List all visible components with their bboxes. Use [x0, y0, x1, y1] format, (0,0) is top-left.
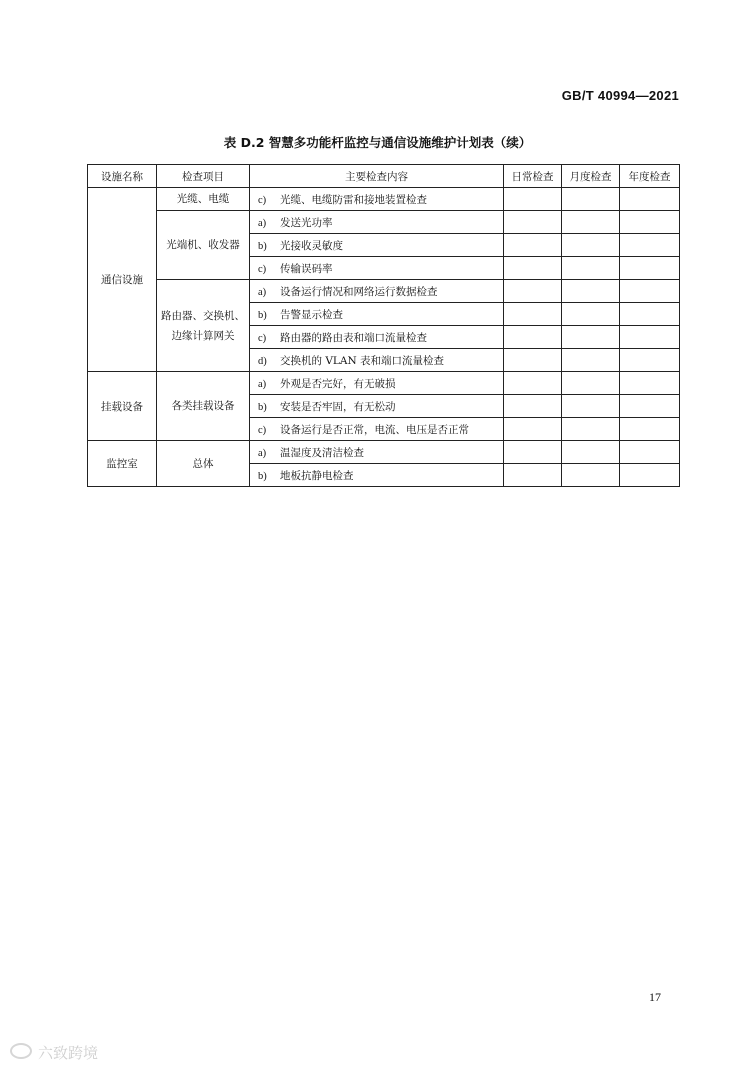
content-cell [250, 188, 504, 211]
content-text: 温湿度及清洁检查 [280, 446, 364, 459]
item-cell: 总体 [157, 441, 250, 487]
page-number: 17 [649, 990, 661, 1004]
yearly-cell [620, 257, 680, 280]
content-cell [250, 464, 504, 487]
daily-cell [504, 303, 562, 326]
table-header-row [88, 165, 680, 188]
content-text: 设备运行是否正常，电流、电压是否正常 [280, 423, 469, 436]
table-row [88, 188, 680, 211]
content-text: 设备运行情况和网络运行数据检查 [280, 285, 438, 298]
table-row [88, 372, 680, 395]
watermark-text: 六致跨境 [38, 1044, 99, 1062]
daily-cell [504, 464, 562, 487]
content-cell [250, 257, 504, 280]
monthly-cell [562, 188, 620, 211]
content-cell [250, 234, 504, 257]
content-text: 交换机的 VLAN 表和端口流量检查 [280, 354, 445, 367]
facility-cell: 挂载设备 [88, 372, 157, 441]
content-text: 传输误码率 [280, 262, 333, 275]
content-text: 安装是否牢固，有无松动 [280, 400, 396, 413]
item-marker: c) [258, 332, 267, 344]
monthly-cell [562, 257, 620, 280]
item-cell: 路由器、交换机、边缘计算网关 [157, 280, 250, 372]
item-marker: b) [258, 401, 267, 413]
col-header-monthly: 月度检查 [562, 165, 620, 188]
col-header-yearly: 年度检查 [620, 165, 680, 188]
monthly-cell [562, 326, 620, 349]
table-row [88, 441, 680, 464]
content-text: 外观是否完好，有无破损 [280, 377, 396, 390]
yearly-cell [620, 280, 680, 303]
daily-cell [504, 349, 562, 372]
item-marker: a) [258, 286, 267, 298]
content-cell [250, 326, 504, 349]
daily-cell [504, 257, 562, 280]
yearly-cell [620, 303, 680, 326]
monthly-cell [562, 303, 620, 326]
content-cell [250, 303, 504, 326]
item-marker: c) [258, 194, 267, 206]
content-text: 发送光功率 [280, 216, 333, 229]
monthly-cell [562, 395, 620, 418]
col-header-content: 主要检查内容 [250, 165, 504, 188]
daily-cell [504, 395, 562, 418]
daily-cell [504, 211, 562, 234]
yearly-cell [620, 395, 680, 418]
col-header-item: 检查项目 [157, 165, 250, 188]
daily-cell [504, 280, 562, 303]
daily-cell [504, 372, 562, 395]
item-marker: a) [258, 217, 267, 229]
item-cell: 光缆、电缆 [157, 188, 250, 211]
monthly-cell [562, 441, 620, 464]
content-cell [250, 395, 504, 418]
yearly-cell [620, 349, 680, 372]
yearly-cell [620, 326, 680, 349]
item-marker: c) [258, 424, 267, 436]
monthly-cell [562, 234, 620, 257]
monthly-cell [562, 349, 620, 372]
yearly-cell [620, 211, 680, 234]
content-cell [250, 372, 504, 395]
daily-cell [504, 234, 562, 257]
facility-cell: 监控室 [88, 441, 157, 487]
daily-cell [504, 418, 562, 441]
watermark-logo-icon [10, 1043, 32, 1059]
content-cell [250, 441, 504, 464]
daily-cell [504, 326, 562, 349]
item-marker: c) [258, 263, 267, 275]
col-header-daily: 日常检查 [504, 165, 562, 188]
table-row [88, 280, 680, 303]
yearly-cell [620, 188, 680, 211]
standard-number: GB/T 40994—2021 [561, 88, 679, 103]
item-cell: 各类挂载设备 [157, 372, 250, 441]
item-marker: a) [258, 378, 267, 390]
content-cell [250, 418, 504, 441]
watermark [10, 1040, 102, 1064]
content-text: 光接收灵敏度 [280, 239, 343, 252]
item-marker: b) [258, 470, 267, 482]
content-cell [250, 349, 504, 372]
content-cell [250, 280, 504, 303]
yearly-cell [620, 372, 680, 395]
content-text: 告警显示检查 [280, 308, 343, 321]
yearly-cell [620, 441, 680, 464]
daily-cell [504, 441, 562, 464]
content-text: 路由器的路由表和端口流量检查 [280, 331, 427, 344]
yearly-cell [620, 234, 680, 257]
table-caption: 表 D.2 智慧多功能杆监控与通信设施维护计划表（续） [223, 135, 532, 150]
monthly-cell [562, 372, 620, 395]
item-marker: b) [258, 309, 267, 321]
item-marker: d) [258, 355, 267, 367]
item-marker: a) [258, 447, 267, 459]
monthly-cell [562, 280, 620, 303]
content-text: 地板抗静电检查 [280, 469, 354, 482]
yearly-cell [620, 418, 680, 441]
table-row [88, 211, 680, 234]
content-text: 光缆、电缆防雷和接地装置检查 [280, 193, 427, 206]
facility-cell: 通信设施 [88, 188, 157, 372]
monthly-cell [562, 418, 620, 441]
content-cell [250, 211, 504, 234]
yearly-cell [620, 464, 680, 487]
item-marker: b) [258, 240, 267, 252]
monthly-cell [562, 464, 620, 487]
col-header-facility: 设施名称 [88, 165, 157, 188]
monthly-cell [562, 211, 620, 234]
daily-cell [504, 188, 562, 211]
item-cell: 光端机、收发器 [157, 211, 250, 280]
maintenance-plan-table [87, 164, 680, 487]
